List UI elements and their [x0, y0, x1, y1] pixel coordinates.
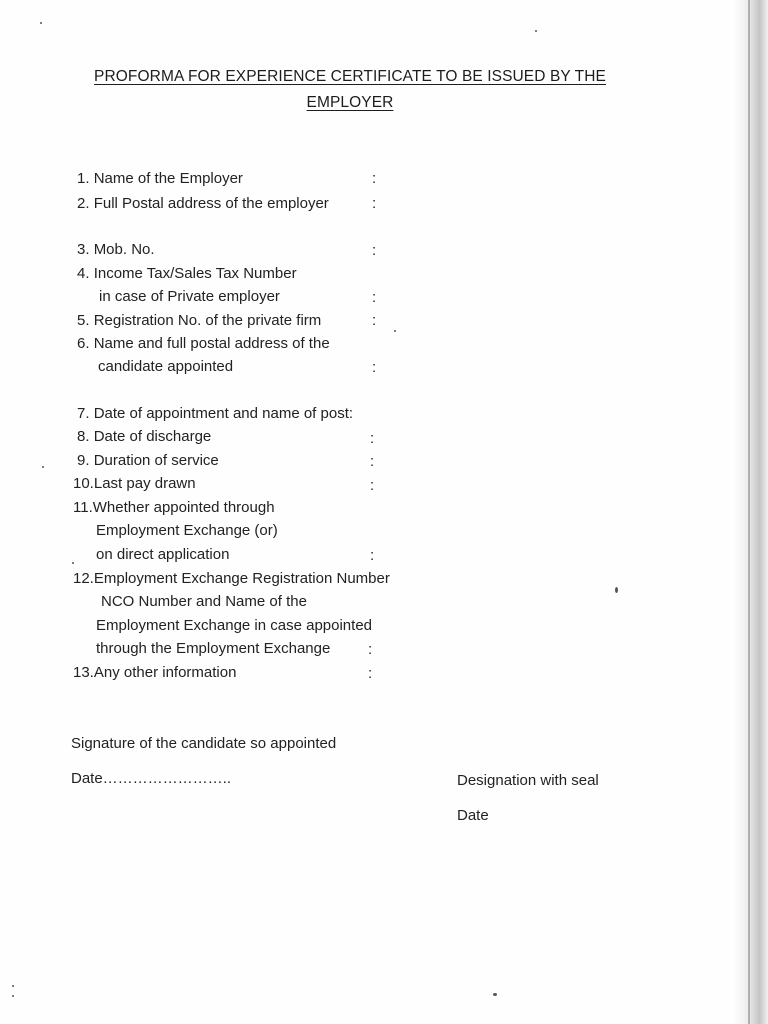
scan-speck	[493, 993, 497, 996]
field-4-colon: :	[372, 289, 377, 306]
field-5-label: 5. Registration No. of the private firm	[77, 312, 322, 329]
field-4-label-cont: in case of Private employer	[99, 288, 280, 305]
field-12-label-cont-1: NCO Number and Name of the	[101, 593, 307, 610]
date-left-label: Date……………………..	[71, 770, 232, 787]
field-11-label-cont-2: on direct application	[96, 546, 230, 563]
field-3-label: 3. Mob. No.	[77, 241, 155, 258]
document-title-line-2: EMPLOYER	[306, 94, 394, 111]
scan-speck	[615, 587, 618, 593]
field-2-colon: :	[372, 195, 377, 212]
designation-label: Designation with seal	[457, 772, 599, 789]
field-11-label: 11.Whether appointed through	[73, 499, 275, 516]
field-3-colon: :	[372, 242, 377, 259]
scan-speck	[394, 330, 396, 332]
document-title-line-1: PROFORMA FOR EXPERIENCE CERTIFICATE TO BE ISSUED BY THE	[94, 68, 606, 85]
field-12-label-cont-2: Employment Exchange in case appointed	[96, 617, 373, 634]
field-9-colon: :	[370, 453, 375, 470]
scan-speck	[40, 22, 42, 24]
field-11-colon: :	[370, 547, 375, 564]
field-8-label: 8. Date of discharge	[77, 428, 212, 445]
scan-speck	[42, 466, 44, 468]
signature-label: Signature of the candidate so appointed	[71, 735, 337, 752]
field-5-colon: :	[372, 312, 377, 329]
field-1-label: 1. Name of the Employer	[77, 170, 243, 187]
field-12-label-cont-3: through the Employment Exchange	[96, 640, 331, 657]
date-right-label: Date	[457, 807, 489, 824]
field-10-label: 10.Last pay drawn	[73, 475, 196, 492]
scan-edge-line	[748, 0, 750, 1024]
field-8-colon: :	[370, 430, 375, 447]
field-10-colon: :	[370, 477, 375, 494]
field-6-label: 6. Name and full postal address of the	[77, 335, 330, 352]
field-12-colon: :	[368, 641, 373, 658]
field-9-label: 9. Duration of service	[77, 452, 219, 469]
scan-edge-shadow	[734, 0, 768, 1024]
scan-speck	[72, 562, 74, 564]
scan-speck	[12, 995, 14, 997]
field-6-colon: :	[372, 359, 377, 376]
field-12-label: 12.Employment Exchange Registration Number	[73, 570, 390, 587]
field-7-label: 7. Date of appointment and name of post:	[77, 405, 354, 422]
field-6-label-cont: candidate appointed	[98, 358, 234, 375]
field-11-label-cont-1: Employment Exchange (or)	[96, 522, 278, 539]
field-1-colon: :	[372, 170, 377, 187]
field-2-label: 2. Full Postal address of the employer	[77, 195, 329, 212]
field-13-colon: :	[368, 665, 373, 682]
scan-speck	[12, 985, 14, 987]
field-4-label: 4. Income Tax/Sales Tax Number	[77, 265, 297, 282]
scan-speck	[535, 30, 537, 32]
field-13-label: 13.Any other information	[73, 664, 237, 681]
